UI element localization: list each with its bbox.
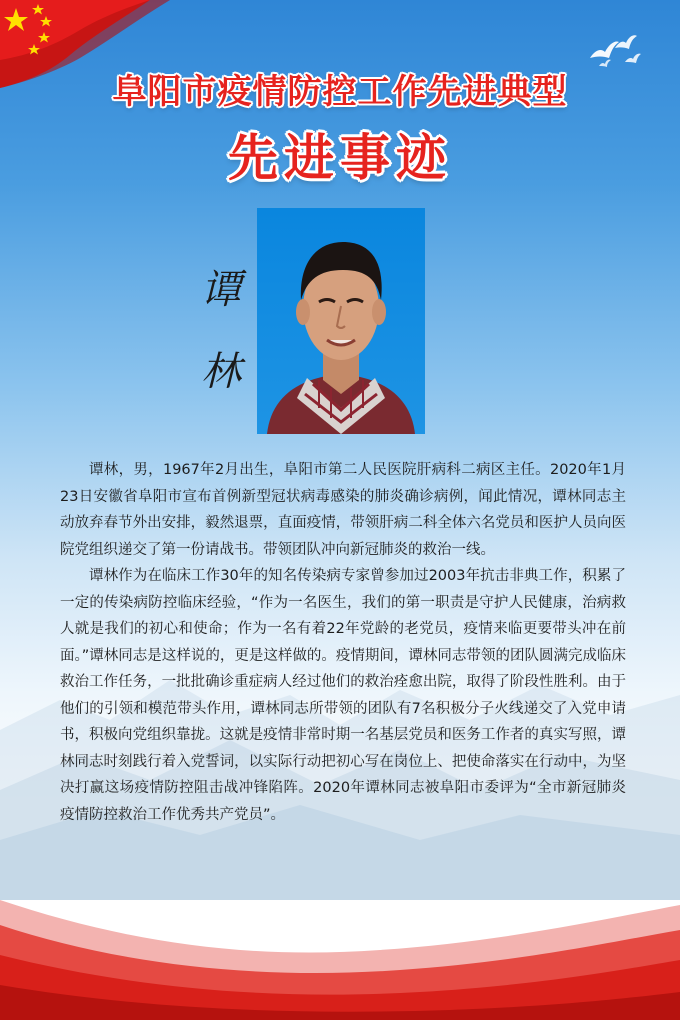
poster-title: 阜阳市疫情防控工作先进典型 bbox=[112, 72, 568, 112]
bio-paragraph-2: 谭林作为在临床工作30年的知名传染病专家曾参加过2003年抗击非典工作，积累了一定的传染病防控临床经验，“作为一名医生，我们的第一职责是守护人民健康，治病救人就是我们的初心和使命；作为一名有着22年党龄的老党员，疫情来临更要带头冲在前面。”谭林同志是这样说的，更是这样做的。疫情期间，谭林同志带领的团队圆满完成临床救治工作任务，一批批确诊重症病人经过他们的救治痊愈出院，取得了阶段性胜利。由于他们的引领和模范带头作用，谭林同志所带领的团队有7名积极分子火线递交了入党申请书，积极向党组织靠拢。这就是疫情非常时期一名基层党员和医务工作者的真实写照，谭林同志时刻践行着入党誓词，以实际行动把初心写在岗位上、把使命落实在行动中，为坚决打赢这场疫情防控阻击战冲锋陷阵。2020年谭林同志被阜阳市委评为“全市新冠肺炎疫情防控救治工作优秀共产党员”。 bbox=[60, 568, 626, 823]
bio-paragraph-1: 谭林，男，1967年2月出生，阜阳市第二人民医院肝病科二病区主任。2020年1月23日安徽省阜阳市宣布首例新型冠状病毒感染的肺炎确诊病例，闻此情况，谭林同志主动放弃春节外出安排，毅然退票，直面疫情，带领肝病二科全体六名党员和医护人员向医院党组织递交了第一份请战书。带领团队冲向新冠肺炎的救治一线。 bbox=[60, 462, 626, 558]
red-ribbon-decoration bbox=[0, 880, 680, 1020]
biography-text bbox=[60, 457, 626, 828]
person-name-char-1: 谭 bbox=[201, 267, 241, 313]
portrait-illustration bbox=[257, 208, 425, 434]
portrait-photo bbox=[257, 208, 425, 434]
person-name-char-2: 林 bbox=[201, 349, 241, 395]
poster-subtitle: 先进事迹 bbox=[228, 128, 452, 187]
